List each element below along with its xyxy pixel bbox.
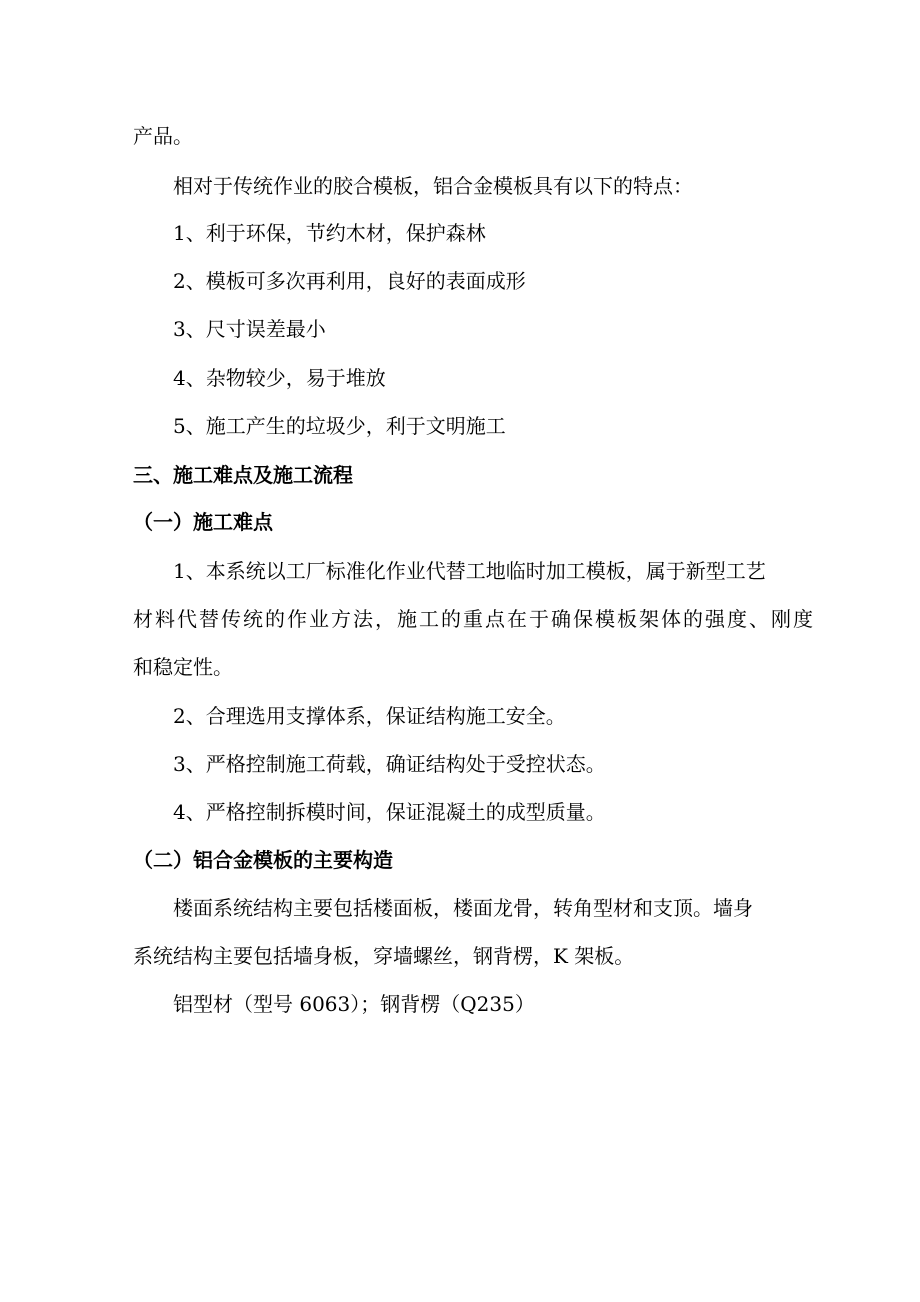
structure-paragraph-line-2: 系统结构主要包括墙身板，穿墙螺丝，钢背楞，K 架板。 — [133, 944, 635, 968]
difficulty-item-4: 4、严格控制拆模时间，保证混凝土的成型质量。 — [173, 800, 606, 824]
structure-paragraph-line-1: 楼面系统结构主要包括楼面板，楼面龙骨，转角型材和支顶。墙身 — [173, 896, 753, 920]
difficulty-item-1-line-2: 材料代替传统的作业方法，施工的重点在于确保模板架体的强度、刚度 — [133, 607, 813, 631]
difficulty-item-1-line-1: 1、本系统以工厂标准化作业代替工地临时加工模板，属于新型工艺 — [173, 559, 766, 583]
feature-item-4: 4、杂物较少，易于堆放 — [173, 366, 386, 390]
section-heading-3: 三、施工难点及施工流程 — [133, 463, 353, 487]
difficulty-item-1-line-3: 和稳定性。 — [133, 655, 233, 679]
difficulty-item-2: 2、合理选用支撑体系，保证结构施工安全。 — [173, 704, 566, 728]
paragraph-continuation: 产品。 — [133, 124, 193, 148]
feature-item-3: 3、尺寸误差最小 — [173, 317, 326, 341]
intro-paragraph: 相对于传统作业的胶合模板，铝合金模板具有以下的特点： — [173, 174, 693, 198]
feature-item-2: 2、模板可多次再利用，良好的表面成形 — [173, 269, 526, 293]
material-spec-line: 铝型材（型号 6063）；钢背楞（Q235） — [173, 992, 535, 1016]
subsection-heading-1: （一）施工难点 — [133, 510, 273, 534]
difficulty-item-3: 3、严格控制施工荷载，确证结构处于受控状态。 — [173, 752, 606, 776]
subsection-heading-2: （二）铝合金模板的主要构造 — [133, 848, 393, 872]
feature-item-1: 1、利于环保，节约木材，保护森林 — [173, 221, 486, 245]
feature-item-5: 5、施工产生的垃圾少，利于文明施工 — [173, 414, 506, 438]
